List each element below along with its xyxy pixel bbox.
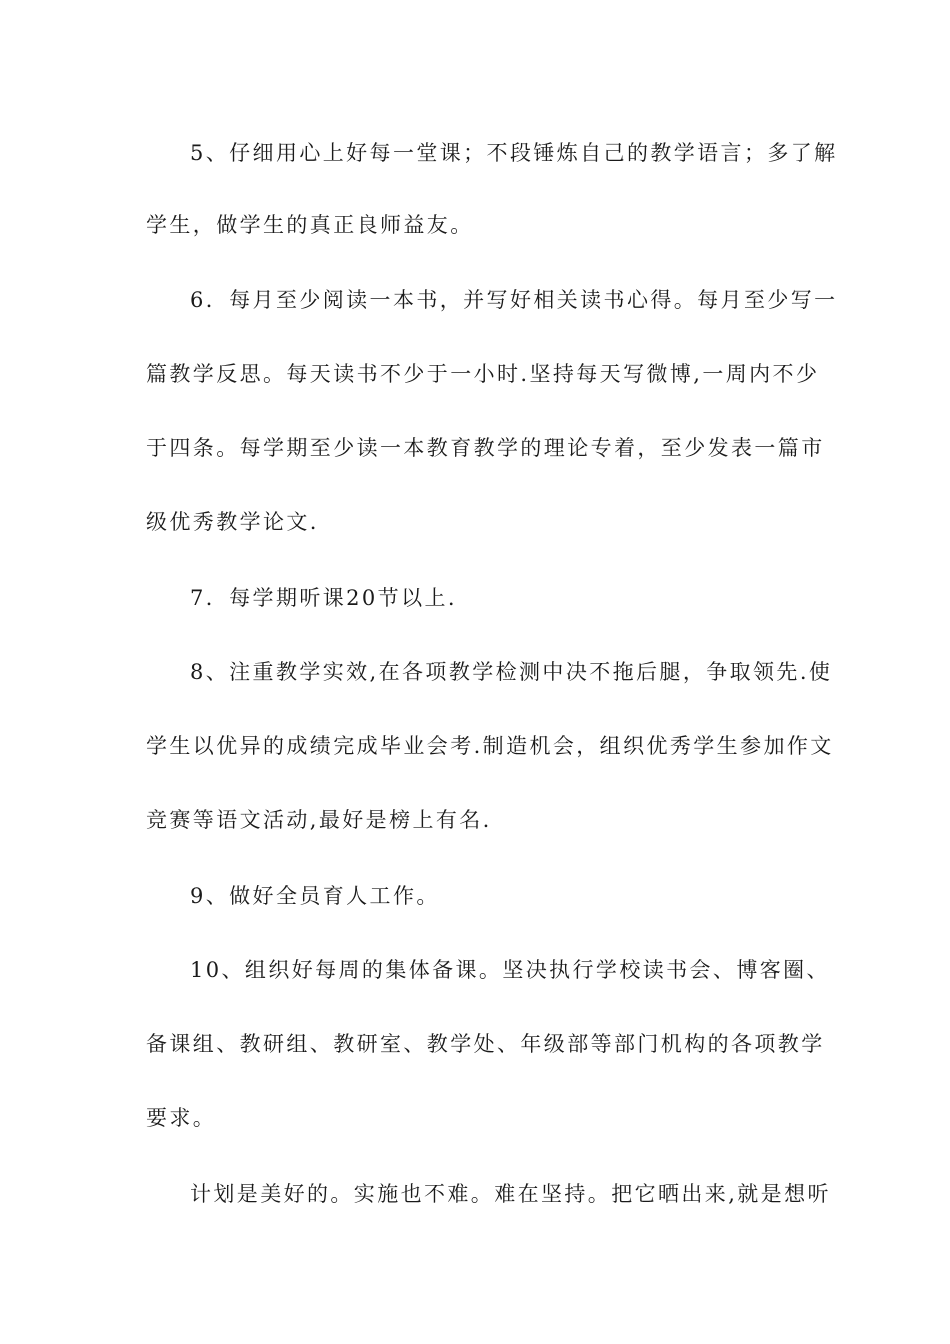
item-10-line-1: 10、组织好每周的集体备课。坚决执行学校读书会、博客圈、 xyxy=(190,958,830,982)
item-6-line-1: 6．每月至少阅读一本书，并写好相关读书心得。每月至少写一 xyxy=(190,288,838,312)
item-7-line-1: 7．每学期听课20节以上. xyxy=(190,586,457,610)
item-8-line-1: 8、注重教学实效,在各项教学检测中决不拖后腿，争取领先.使 xyxy=(190,660,833,684)
item-9-line-1: 9、做好全员育人工作。 xyxy=(190,884,440,908)
item-6-line-4: 级优秀教学论文. xyxy=(146,510,319,534)
item-10-line-2: 备课组、教研组、教研室、教学处、年级部等部门机构的各项教学 xyxy=(146,1032,825,1056)
item-8-line-2: 学生以优异的成绩完成毕业会考.制造机会，组织优秀学生参加作文 xyxy=(146,734,834,758)
item-8-line-3: 竞赛等语文活动,最好是榜上有名. xyxy=(146,808,492,832)
item-6-line-2: 篇教学反思。每天读书不少于一小时.坚持每天写微博,一周内不少 xyxy=(146,362,820,386)
item-5-line-1: 5、仔细用心上好每一堂课；不段锤炼自己的教学语言；多了解 xyxy=(190,141,838,165)
item-10-line-3: 要求。 xyxy=(146,1106,217,1130)
item-5-line-2: 学生，做学生的真正良师益友。 xyxy=(146,213,474,237)
item-6-line-3: 于四条。每学期至少读一本教育教学的理论专着，至少发表一篇市 xyxy=(146,436,825,460)
conclusion-line-1: 计划是美好的。实施也不难。难在坚持。把它晒出来,就是想听 xyxy=(190,1182,831,1206)
